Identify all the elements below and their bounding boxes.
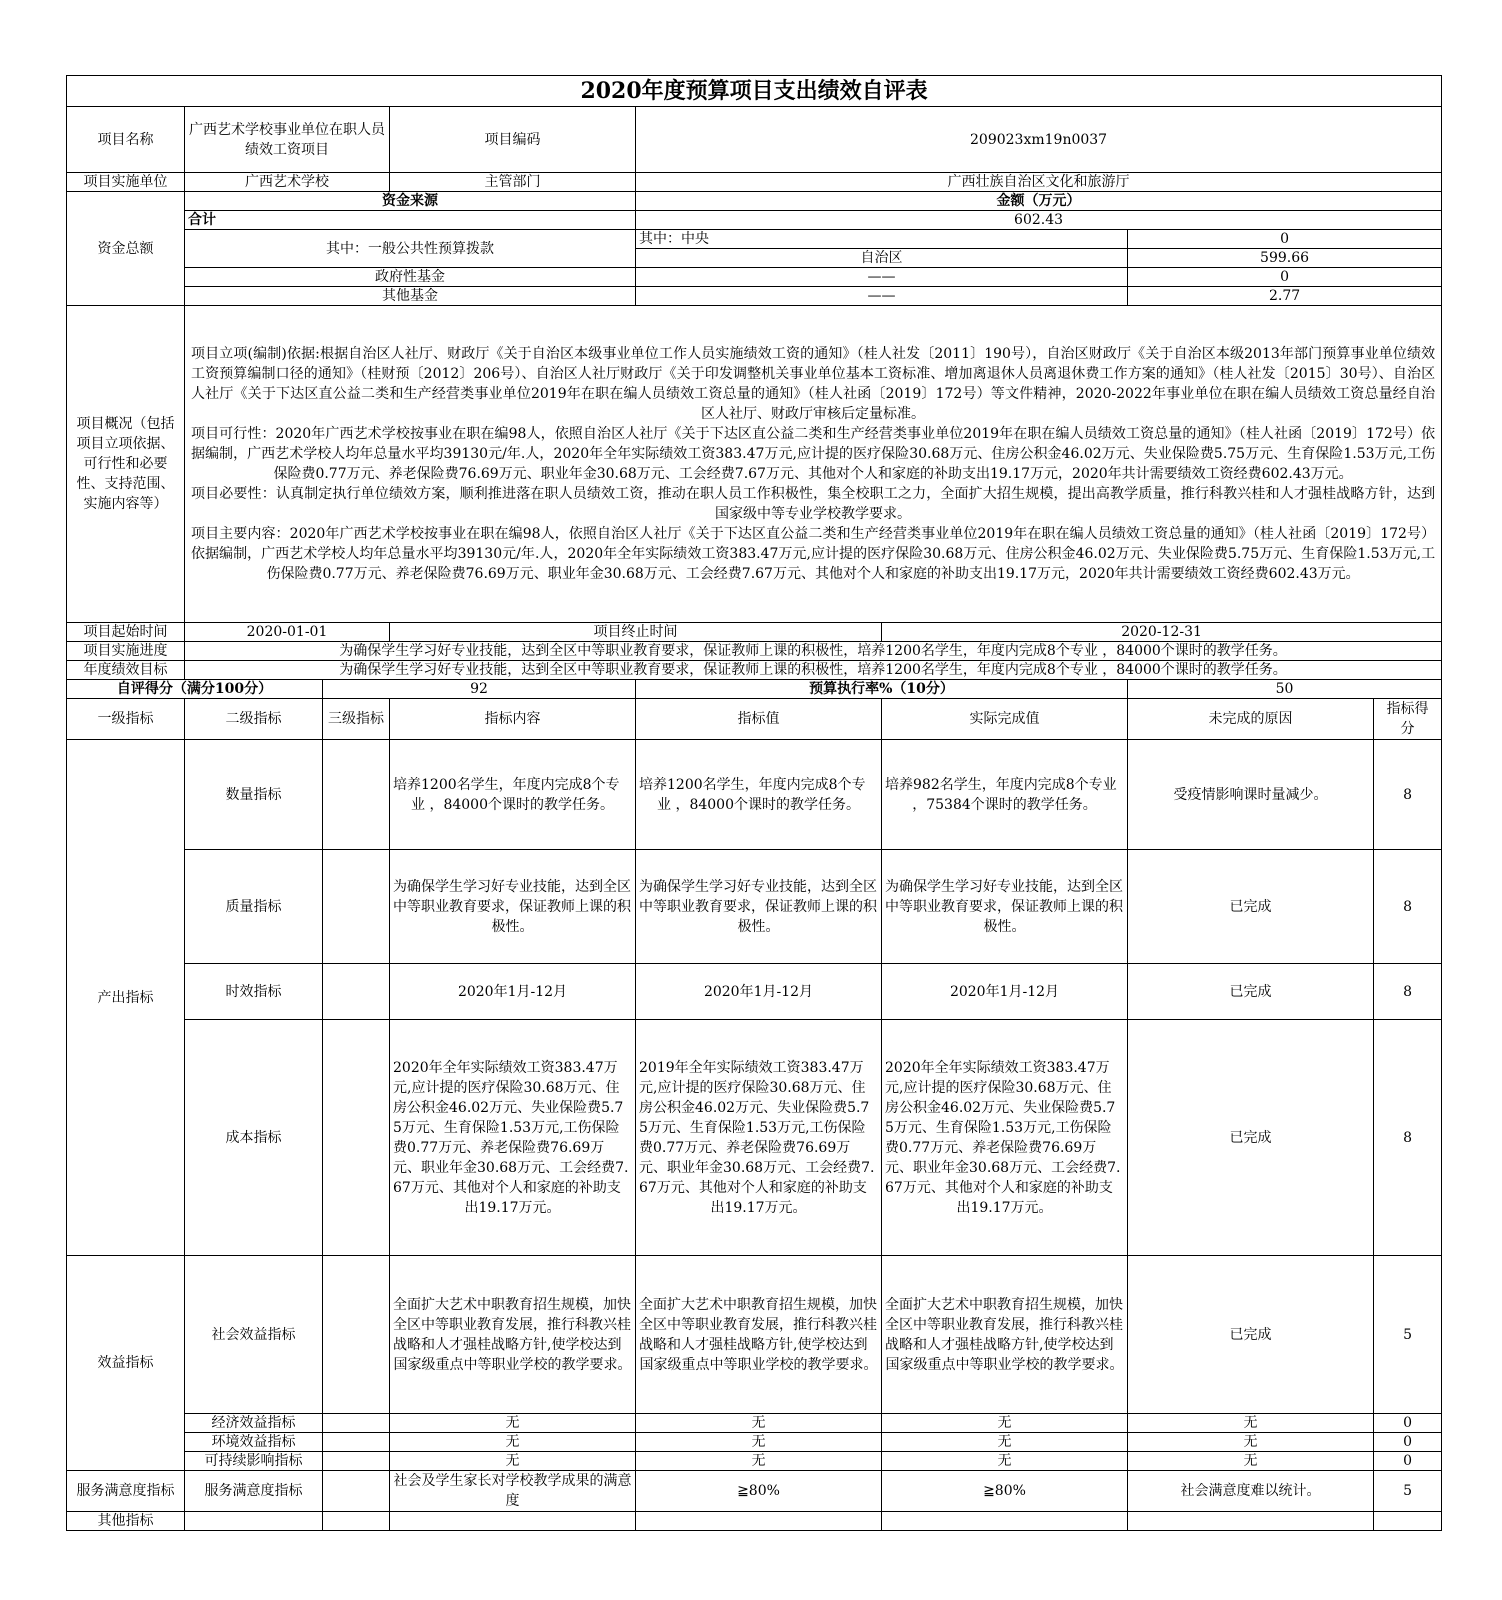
quantity-actual: 培养982名学生，年度内完成8个专业 ，75384个课时的教学任务。: [882, 740, 1128, 850]
overview-feasibility: 项目可行性：2020年广西艺术学校按事业在职在编98人，依照自治区人社厅《关于下达区直公益二类和生产经营类事业单位2019年在职在编人员绩效工资总量的通知》（桂人社函〔2019〕172号）依据编制，广西艺术学校人均年总量水平均39130元/年.人，2020年全年实际绩效工资383.47万元,应计提的医疗保险30.68万元、住房公积金46.02万元、失业保险费5.75万元、生育保险1.53万元,工伤保险费0.77万元、养老保险费76.69万元、职业年金30.68万元、工会经费7.67万元、其他对个人和家庭的补助支出19.17万元，2020年共计需要绩效工资经费602.43万元。: [191, 426, 1436, 482]
service-level3: [323, 1471, 390, 1512]
quantity-content: 培养1200名学生，年度内完成8个专业 ，84000个课时的教学任务。: [390, 740, 636, 850]
service-level1-label: 服务满意度指标: [67, 1471, 185, 1512]
timeliness-content: 2020年1月-12月: [390, 964, 636, 1020]
other-content: [390, 1512, 636, 1531]
region-label: 自治区: [636, 249, 1128, 268]
timeliness-indicator-name: 时效指标: [185, 964, 323, 1020]
service-score: 5: [1374, 1471, 1442, 1512]
table-row: [67, 1471, 1442, 1512]
economic-score: 0: [1374, 1414, 1442, 1433]
quantity-target: 培养1200名学生，年度内完成8个专业 ，84000个课时的教学任务。: [636, 740, 882, 850]
economic-reason: 无: [1128, 1414, 1374, 1433]
other-actual: [882, 1512, 1128, 1531]
overview-basis: 项目立项(编制)依据:根据自治区人社厅、财政厅《关于自治区本级事业单位工作人员实施绩效工资的通知》（桂人社发〔2011〕190号），自治区财政厅《关于自治区本级2013年部门预算事业单位绩效工资预算编制口径的通知》（桂财预〔2012〕206号）、自治区人社厅财政厅《关于印发调整机关事业单位基本工资标准、增加离退休人员离退休费工作方案的通知》（桂人社发〔2015〕30号）、自治区人社厅《关于下达区直公益二类和生产经营类事业单位2019年在职在编人员绩效工资总量的通知》（桂人社函〔2019〕172号）等文件精神，2020-2022年事业单位在职在编人员绩效工资总量经自治区人社厅、财政厅审核后定量标准。: [191, 346, 1436, 422]
cost-target: 2019年全年实际绩效工资383.47万元,应计提的医疗保险30.68万元、住房公积金46.02万元、失业保险费5.75万元、生育保险1.53万元,工伤保险费0.77万元、养老保险费76.69万元、职业年金30.68万元、工会经费7.67万元、其他对个人和家庭的补助支出19.17万元。: [636, 1020, 882, 1256]
social-content: 全面扩大艺术中职教育招生规模，加快全区中等职业教育发展，推行科教兴桂战略和人才强桂战略方针,使学校达到国家级重点中等职业学校的教学要求。: [390, 1256, 636, 1414]
social-indicator-name: 社会效益指标: [185, 1256, 323, 1414]
header-target: 指标值: [636, 699, 882, 740]
self-evaluation-table: [66, 75, 1442, 1531]
central-value: 0: [1128, 230, 1442, 249]
table-row: [67, 1256, 1442, 1414]
other-fund-value: 2.77: [1128, 287, 1442, 306]
other-level2: [185, 1512, 323, 1531]
economic-target: 无: [636, 1414, 882, 1433]
header-level2: 二级指标: [185, 699, 323, 740]
header-content: 指标内容: [390, 699, 636, 740]
fund-total-value: 602.43: [636, 211, 1442, 230]
service-target: ≧80%: [636, 1471, 882, 1512]
start-time-label: 项目起始时间: [67, 623, 185, 642]
cost-level3: [323, 1020, 390, 1256]
quantity-level3: [323, 740, 390, 850]
environment-content: 无: [390, 1433, 636, 1452]
end-time-value: 2020-12-31: [882, 623, 1442, 642]
other-indicator-label: 其他指标: [67, 1512, 185, 1531]
timeliness-target: 2020年1月-12月: [636, 964, 882, 1020]
quality-reason: 已完成: [1128, 850, 1374, 964]
sustain-content: 无: [390, 1452, 636, 1471]
other-fund-mid: ——: [636, 287, 1128, 306]
annual-goal-value: 为确保学生学习好专业技能，达到全区中等职业教育要求，保证教师上课的积极性，培养1200名学生，年度内完成8个专业 ，84000个课时的教学任务。: [185, 661, 1442, 680]
service-actual: ≧80%: [882, 1471, 1128, 1512]
other-target: [636, 1512, 882, 1531]
timeliness-level3: [323, 964, 390, 1020]
output-indicator-label: 产出指标: [67, 740, 185, 1256]
impl-unit-label: 项目实施单位: [67, 173, 185, 192]
cost-score: 8: [1374, 1020, 1442, 1256]
fund-source-header: 资金来源: [185, 192, 636, 211]
economic-level3: [323, 1414, 390, 1433]
other-fund-label: 其他基金: [185, 287, 636, 306]
economic-content: 无: [390, 1414, 636, 1433]
sustain-indicator-name: 可持续影响指标: [185, 1452, 323, 1471]
funds-total-label: 资金总额: [67, 192, 185, 306]
header-actual: 实际完成值: [882, 699, 1128, 740]
table-row: [67, 740, 1442, 850]
environment-target: 无: [636, 1433, 882, 1452]
gov-fund-value: 0: [1128, 268, 1442, 287]
quantity-score: 8: [1374, 740, 1442, 850]
table-row: [67, 1433, 1442, 1452]
project-name-value: 广西艺术学校事业单位在职人员绩效工资项目: [185, 107, 390, 173]
environment-level3: [323, 1433, 390, 1452]
other-score: [1374, 1512, 1442, 1531]
social-reason: 已完成: [1128, 1256, 1374, 1414]
self-score-value: 92: [323, 680, 636, 699]
sustain-target: 无: [636, 1452, 882, 1471]
social-actual: 全面扩大艺术中职教育招生规模，加快全区中等职业教育发展，推行科教兴桂战略和人才强桂战略方针,使学校达到国家级重点中等职业学校的教学要求。: [882, 1256, 1128, 1414]
economic-indicator-name: 经济效益指标: [185, 1414, 323, 1433]
overview-necessity: 项目必要性：认真制定执行单位绩效方案，顺利推进落在职人员绩效工资，推动在职人员工作积极性，集全校职工之力，全面扩大招生规模，提出高教学质量，推行科教兴桂和人才强桂战略方针，达到国家级中等专业学校教学要求。: [191, 486, 1436, 522]
overview-content: [185, 306, 1442, 623]
cost-reason: 已完成: [1128, 1020, 1374, 1256]
progress-value: 为确保学生学习好专业技能，达到全区中等职业教育要求，保证教师上课的积极性，培养1200名学生，年度内完成8个专业 ，84000个课时的教学任务。: [185, 642, 1442, 661]
quality-level3: [323, 850, 390, 964]
environment-score: 0: [1374, 1433, 1442, 1452]
overview-main-content: 项目主要内容：2020年广西艺术学校按事业在职在编98人，依照自治区人社厅《关于下达区直公益二类和生产经营类事业单位2019年在职在编人员绩效工资总量的通知》（桂人社函〔2019〕172号）依据编制，广西艺术学校人均年总量水平均39130元/年.人，2020年全年实际绩效工资383.47万元,应计提的医疗保险30.68万元、住房公积金46.02万元、失业保险费5.75万元、生育保险1.53万元,工伤保险费0.77万元、养老保险费76.69万元、职业年金30.68万元、工会经费7.67万元、其他对个人和家庭的补助支出19.17万元，2020年共计需要绩效工资经费602.43万元。: [191, 526, 1436, 582]
service-content: 社会及学生家长对学校教学成果的满意度: [390, 1471, 636, 1512]
quantity-indicator-name: 数量指标: [185, 740, 323, 850]
region-value: 599.66: [1128, 249, 1442, 268]
sustain-reason: 无: [1128, 1452, 1374, 1471]
start-time-value: 2020-01-01: [185, 623, 390, 642]
sustain-score: 0: [1374, 1452, 1442, 1471]
social-target: 全面扩大艺术中职教育招生规模，加快全区中等职业教育发展，推行科教兴桂战略和人才强桂战略方针,使学校达到国家级重点中等职业学校的教学要求。: [636, 1256, 882, 1414]
table-row: [67, 1452, 1442, 1471]
quality-indicator-name: 质量指标: [185, 850, 323, 964]
table-row: [67, 850, 1442, 964]
sustain-actual: 无: [882, 1452, 1128, 1471]
progress-label: 项目实施进度: [67, 642, 185, 661]
project-name-label: 项目名称: [67, 107, 185, 173]
environment-reason: 无: [1128, 1433, 1374, 1452]
project-code-value: 209023xm19n0037: [636, 107, 1442, 173]
service-indicator-name: 服务满意度指标: [185, 1471, 323, 1512]
table-row: [67, 964, 1442, 1020]
project-code-label: 项目编码: [390, 107, 636, 173]
sustain-level3: [323, 1452, 390, 1471]
timeliness-score: 8: [1374, 964, 1442, 1020]
timeliness-reason: 已完成: [1128, 964, 1374, 1020]
social-level3: [323, 1256, 390, 1414]
economic-actual: 无: [882, 1414, 1128, 1433]
social-score: 5: [1374, 1256, 1442, 1414]
header-level3: 三级指标: [323, 699, 390, 740]
header-reason: 未完成的原因: [1128, 699, 1374, 740]
timeliness-actual: 2020年1月-12月: [882, 964, 1128, 1020]
annual-goal-label: 年度绩效目标: [67, 661, 185, 680]
other-level3: [323, 1512, 390, 1531]
service-reason: 社会满意度难以统计。: [1128, 1471, 1374, 1512]
gov-fund-mid: ——: [636, 268, 1128, 287]
end-time-label: 项目终止时间: [390, 623, 882, 642]
benefit-indicator-label: 效益指标: [67, 1256, 185, 1471]
dept-value: 广西壮族自治区文化和旅游厅: [636, 173, 1442, 192]
cost-actual: 2020年全年实际绩效工资383.47万元,应计提的医疗保险30.68万元、住房公积金46.02万元、失业保险费5.75万元、生育保险1.53万元,工伤保险费0.77万元、养老保险费76.69万元、职业年金30.68万元、工会经费7.67万元、其他对个人和家庭的补助支出19.17万元。: [882, 1020, 1128, 1256]
quality-score: 8: [1374, 850, 1442, 964]
table-row: [67, 1020, 1442, 1256]
environment-indicator-name: 环境效益指标: [185, 1433, 323, 1452]
table-row: [67, 1414, 1442, 1433]
dept-label: 主管部门: [390, 173, 636, 192]
fund-amount-header: 金额（万元）: [636, 192, 1442, 211]
header-score: 指标得分: [1374, 699, 1442, 740]
header-level1: 一级指标: [67, 699, 185, 740]
cost-indicator-name: 成本指标: [185, 1020, 323, 1256]
quality-actual: 为确保学生学习好专业技能，达到全区中等职业教育要求，保证教师上课的积极性。: [882, 850, 1128, 964]
self-score-label: 自评得分（满分100分）: [67, 680, 323, 699]
budget-rate-label: 预算执行率%（10分）: [636, 680, 1128, 699]
impl-unit-value: 广西艺术学校: [185, 173, 390, 192]
central-label: 其中：中央: [636, 230, 1128, 249]
table-row: [67, 1512, 1442, 1531]
quality-content: 为确保学生学习好专业技能，达到全区中等职业教育要求，保证教师上课的积极性。: [390, 850, 636, 964]
other-reason: [1128, 1512, 1374, 1531]
gov-fund-label: 政府性基金: [185, 268, 636, 287]
environment-actual: 无: [882, 1433, 1128, 1452]
fund-total-label: 合计: [185, 211, 636, 230]
cost-content: 2020年全年实际绩效工资383.47万元,应计提的医疗保险30.68万元、住房公积金46.02万元、失业保险费5.75万元、生育保险1.53万元,工伤保险费0.77万元、养老保险费76.69万元、职业年金30.68万元、工会经费7.67万元、其他对个人和家庭的补助支出19.17万元。: [390, 1020, 636, 1256]
quality-target: 为确保学生学习好专业技能，达到全区中等职业教育要求，保证教师上课的积极性。: [636, 850, 882, 964]
general-budget-label: 其中：一般公共性预算拨款: [185, 230, 636, 268]
overview-label: 项目概况（包括项目立项依据、可行性和必要性、支持范围、实施内容等）: [67, 306, 185, 623]
table-title: 2020年度预算项目支出绩效自评表: [67, 76, 1442, 107]
quantity-reason: 受疫情影响课时量减少。: [1128, 740, 1374, 850]
budget-rate-value: 50: [1128, 680, 1442, 699]
